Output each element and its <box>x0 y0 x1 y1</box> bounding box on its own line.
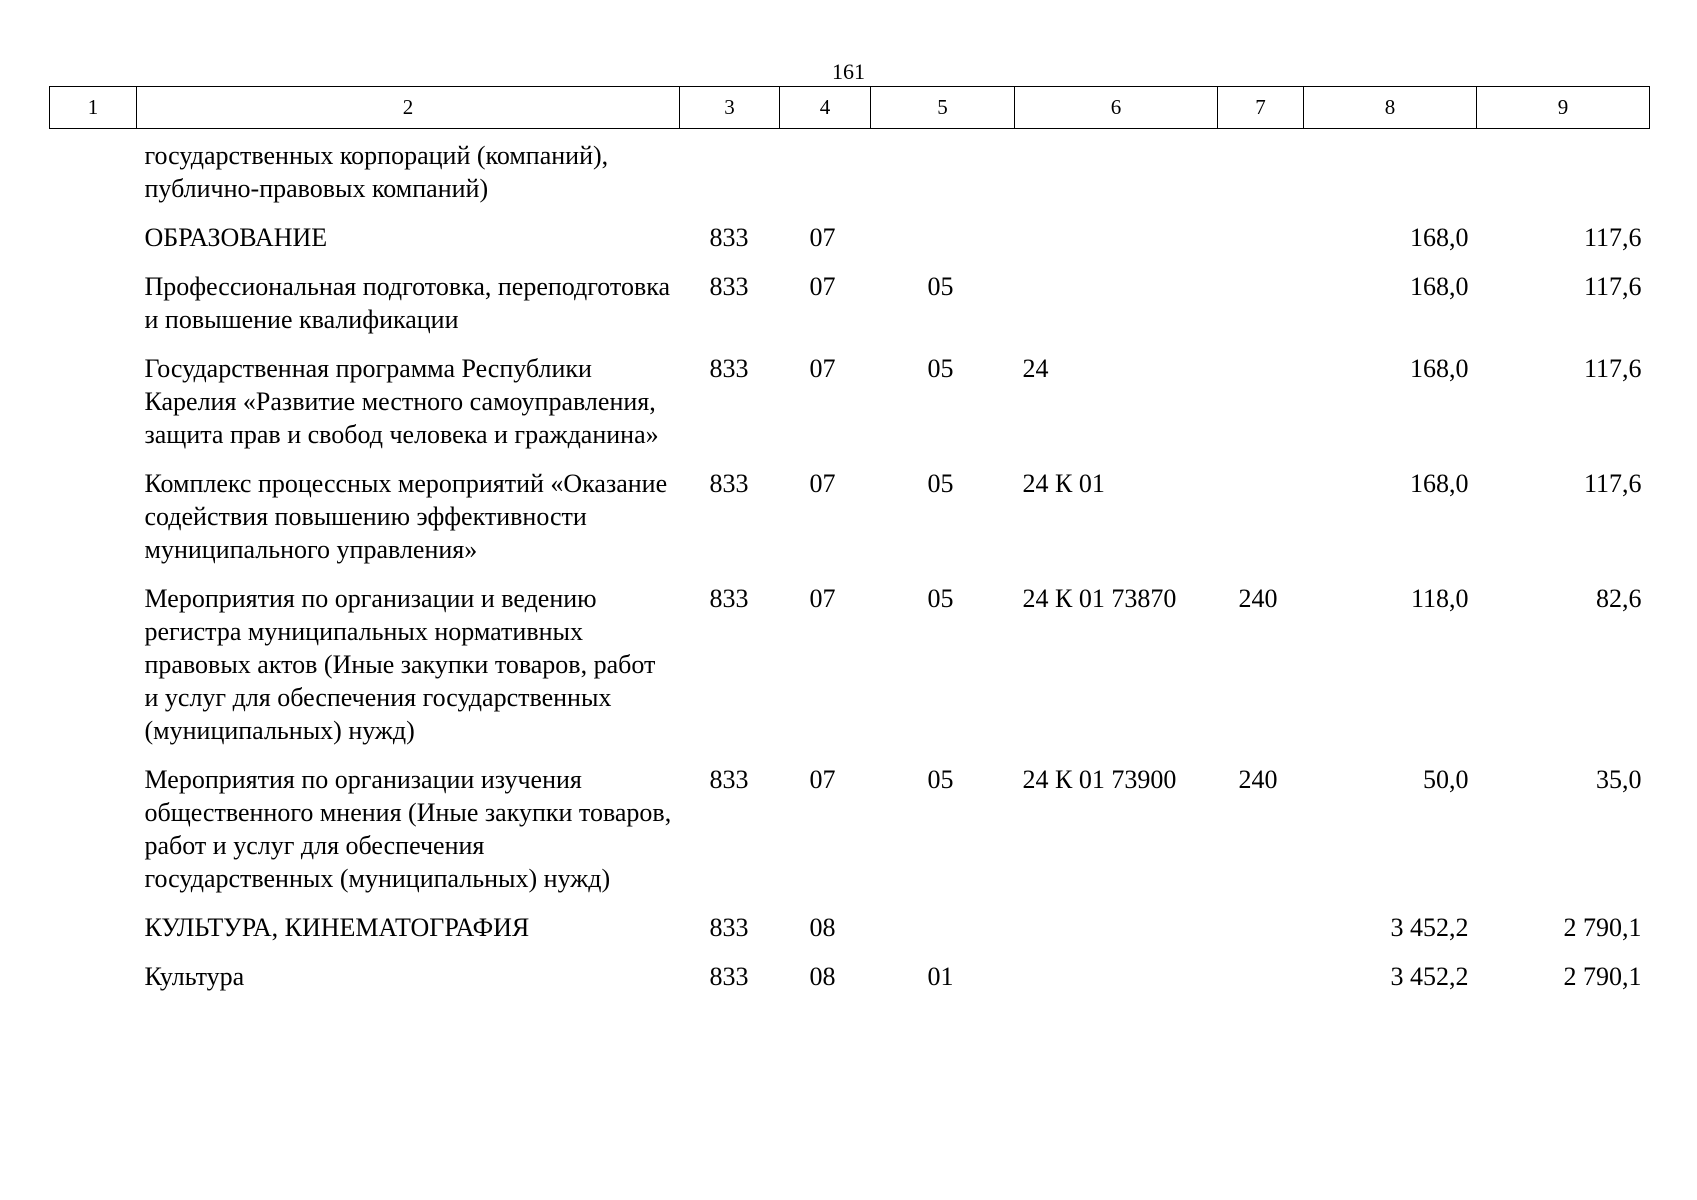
cell-col-1 <box>50 221 137 270</box>
cell-col-3: 833 <box>709 469 749 498</box>
cell-col-5: 01 <box>927 962 954 991</box>
cell-col-4 <box>780 129 871 222</box>
cell-col-1 <box>50 270 137 352</box>
cell-col-4: 07 <box>809 272 836 301</box>
cell-name: Культура <box>144 962 245 991</box>
cell-col-1 <box>50 467 137 582</box>
cell-col-7: 240 <box>1238 584 1278 613</box>
cell-col-9: 82,6 <box>1596 584 1642 613</box>
cell-col-6 <box>1015 129 1218 222</box>
cell-col-6: 24 К 01 <box>1022 469 1105 498</box>
cell-col-3 <box>680 129 780 222</box>
cell-col-3: 833 <box>709 962 749 991</box>
cell-col-3: 833 <box>709 913 749 942</box>
header-col-5: 5 <box>871 87 1015 129</box>
cell-col-3: 833 <box>709 354 749 383</box>
cell-col-6 <box>1015 911 1218 960</box>
cell-col-3: 833 <box>709 765 749 794</box>
cell-col-6 <box>1015 221 1218 270</box>
table-header <box>50 87 1650 129</box>
cell-col-4: 07 <box>809 354 836 383</box>
cell-col-4: 07 <box>809 765 836 794</box>
cell-col-6: 24 К 01 73870 <box>1022 584 1177 613</box>
cell-col-5 <box>871 221 1015 270</box>
cell-col-4: 08 <box>809 962 836 991</box>
cell-col-7 <box>1218 221 1304 270</box>
cell-col-4: 07 <box>809 223 836 252</box>
cell-col-6: 24 К 01 73900 <box>1022 765 1177 794</box>
cell-col-7 <box>1218 467 1304 582</box>
cell-col-5: 05 <box>927 765 954 794</box>
cell-name: государственных корпораций (компаний), публично-правовых компаний) <box>144 141 609 203</box>
cell-col-5: 05 <box>927 469 954 498</box>
cell-col-9: 2 790,1 <box>1563 962 1642 991</box>
cell-col-7 <box>1218 129 1304 222</box>
cell-col-1 <box>50 352 137 467</box>
cell-col-6 <box>1015 270 1218 352</box>
cell-col-8: 3 452,2 <box>1390 962 1469 991</box>
cell-name: ОБРАЗОВАНИЕ <box>144 223 328 252</box>
cell-col-1 <box>50 129 137 222</box>
cell-col-3: 833 <box>709 272 749 301</box>
cell-col-8: 168,0 <box>1410 469 1469 498</box>
cell-col-1 <box>50 911 137 960</box>
header-col-4: 4 <box>780 87 871 129</box>
cell-col-9: 117,6 <box>1583 223 1642 252</box>
cell-col-5 <box>871 129 1015 222</box>
cell-col-7 <box>1218 352 1304 467</box>
table-row <box>50 129 1650 222</box>
cell-col-6 <box>1015 960 1218 1009</box>
cell-col-1 <box>50 763 137 911</box>
cell-col-8: 3 452,2 <box>1390 913 1469 942</box>
cell-col-9: 117,6 <box>1583 354 1642 383</box>
table-row <box>50 582 1650 763</box>
cell-col-5 <box>871 911 1015 960</box>
cell-col-5: 05 <box>927 354 954 383</box>
header-row <box>50 87 1650 129</box>
cell-col-5: 05 <box>927 584 954 613</box>
cell-col-4: 07 <box>809 469 836 498</box>
cell-col-8: 168,0 <box>1410 272 1469 301</box>
cell-name: КУЛЬТУРА, КИНЕМАТОГРАФИЯ <box>144 913 530 942</box>
cell-col-7 <box>1218 270 1304 352</box>
header-col-2: 2 <box>137 87 680 129</box>
header-col-3: 3 <box>680 87 780 129</box>
cell-col-4: 08 <box>809 913 836 942</box>
cell-name: Мероприятия по организации и ведению регистра муниципальных нормативных правовых актов (Иные закупки товаров, работ и услуг для обеспечения государственных (муниципальных) нужд) <box>144 584 656 745</box>
table-row <box>50 763 1650 911</box>
table-row <box>50 270 1650 352</box>
header-col-1: 1 <box>50 87 137 129</box>
cell-col-4: 07 <box>809 584 836 613</box>
header-col-6: 6 <box>1015 87 1218 129</box>
cell-col-7 <box>1218 911 1304 960</box>
cell-col-8: 118,0 <box>1410 584 1469 613</box>
table-row <box>50 960 1650 1009</box>
cell-col-9: 2 790,1 <box>1563 913 1642 942</box>
cell-col-5: 05 <box>927 272 954 301</box>
cell-name: Профессиональная подготовка, переподготовка и повышение квалификации <box>144 272 671 334</box>
cell-col-9: 117,6 <box>1583 272 1642 301</box>
cell-col-3: 833 <box>709 584 749 613</box>
cell-col-8: 50,0 <box>1423 765 1469 794</box>
cell-name: Мероприятия по организации изучения общественного мнения (Иные закупки товаров, работ и услуг для обеспечения государственных (муниципальных) нужд) <box>144 765 672 893</box>
header-col-8: 8 <box>1304 87 1477 129</box>
cell-name: Государственная программа Республики Карелия «Развитие местного самоуправления, защита прав и свобод человека и гражданина» <box>144 354 659 449</box>
cell-col-7 <box>1218 960 1304 1009</box>
cell-col-6: 24 <box>1022 354 1049 383</box>
table-row <box>50 467 1650 582</box>
cell-col-9 <box>1477 129 1650 222</box>
cell-col-9: 35,0 <box>1596 765 1642 794</box>
cell-col-7: 240 <box>1238 765 1278 794</box>
table-row <box>50 221 1650 270</box>
table-body <box>50 129 1650 1010</box>
cell-col-8: 168,0 <box>1410 223 1469 252</box>
cell-col-1 <box>50 960 137 1009</box>
cell-col-9: 117,6 <box>1583 469 1642 498</box>
cell-col-1 <box>50 582 137 763</box>
cell-col-3: 833 <box>709 223 749 252</box>
table-row <box>50 911 1650 960</box>
cell-name: Комплекс процессных мероприятий «Оказание содействия повышению эффективности муниципального управления» <box>144 469 668 564</box>
cell-col-8 <box>1304 129 1477 222</box>
page-number: 161 <box>832 59 865 84</box>
budget-table <box>49 86 1650 1009</box>
header-col-7: 7 <box>1218 87 1304 129</box>
cell-col-8: 168,0 <box>1410 354 1469 383</box>
table-row <box>50 352 1650 467</box>
header-col-9: 9 <box>1477 87 1650 129</box>
